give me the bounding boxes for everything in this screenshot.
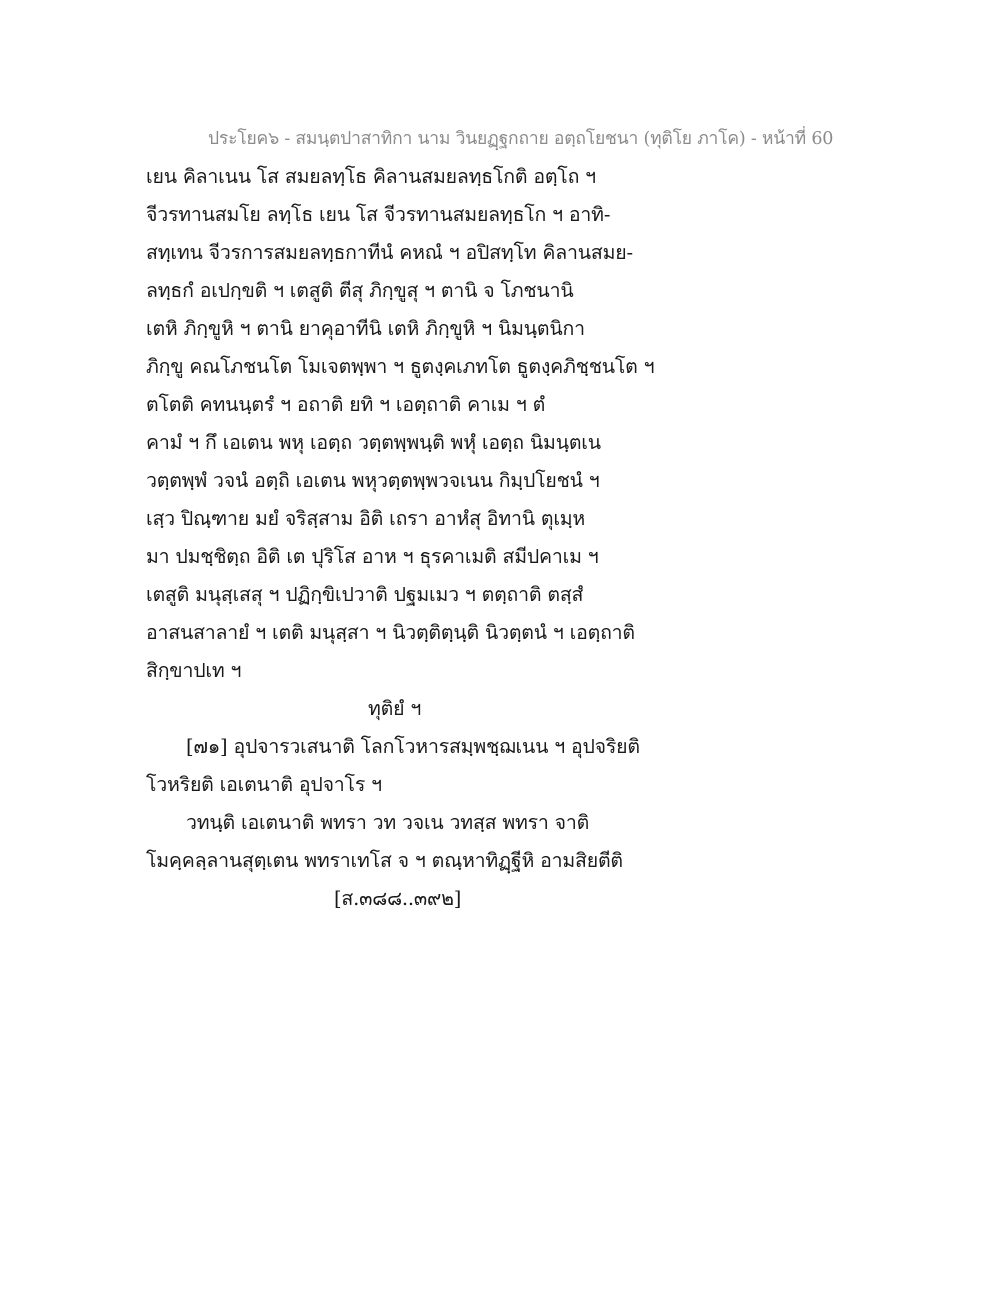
section-heading: ทุติยํ ฯ	[368, 697, 422, 720]
text-line: จีวรทานสมโย ลทฺโธ เยน โส จีวรทานสมยลทฺธโก ฯ อาทิ-	[146, 203, 611, 226]
text-line: เยน คิลาเนน โส สมยลทฺโธ คิลานสมยลทฺธโกติ อตฺโถ ฯ	[146, 165, 596, 188]
text-line: ตโตติ คทนนฺตรํ ฯ อถาติ ยทิ ฯ เอตฺถาติ คาเม ฯ ตํ	[146, 393, 546, 416]
text-line: สิกฺขาปเท ฯ	[146, 659, 242, 682]
text-line: วทนฺติ เอเตนาติ พทรา วท วจเน วทสฺส พทรา จาติ	[186, 811, 590, 834]
text-line: เสฺว ปิณฺฑาย มยํ จริสฺสาม อิติ เถรา อาหํสุ อิทานิ ตุเมฺห	[146, 507, 586, 530]
text-line: คามํ ฯ กึ เอเตน พหุ เอตฺถ วตฺตพฺพนฺติ พหุํ เอตฺถ นิมนฺตเน	[146, 431, 601, 454]
body-text	[146, 158, 786, 918]
text-line: เตหิ ภิกฺขูหิ ฯ ตานิ ยาคุอาทีนิ เตหิ ภิกฺขูหิ ฯ นิมนฺตนิกา	[146, 317, 585, 340]
text-line: โวหริยติ เอเตนาติ อุปจาโร ฯ	[146, 773, 382, 796]
page-header: ประโยค๖ - สมนฺตปาสาทิกา นาม วินยฏฺฐกถาย อตฺถโยชนา (ทุติโย ภาโค) - หน้าที่ 60	[208, 129, 834, 149]
text-line: มา ปมชฺชิตฺถ อิติ เต ปุริโส อาห ฯ ธุรคาเมติ สมีปคาเม ฯ	[146, 545, 599, 568]
text-line: ลทฺธกํ อเปกฺขติ ฯ เตสูติ ตีสุ ภิกฺขูสุ ฯ ตานิ จ โภชนานิ	[146, 279, 574, 302]
text-line: อาสนสาลายํ ฯ เตติ มนุสฺสา ฯ นิวตฺติตฺนฺติ นิวตฺตนํ ฯ เอตฺถาติ	[146, 621, 635, 644]
text-line: ภิกฺขู คณโภชนโต โมเจตพฺพา ฯ ธูตงฺคเภทโต ธูตงฺคภิชฺชนโต ฯ	[146, 355, 655, 378]
text-line: โมคฺคลฺลานสุตฺเตน พทราเทโส จ ฯ ตณฺหาทิฏฺฐีหิ อามสิยตีติ	[146, 849, 623, 872]
text-line: สทฺเทน จีวรการสมยลทฺธกาทีนํ คหณํ ฯ อปิสทฺโท คิลานสมย-	[146, 241, 633, 264]
page-reference: [ส.๓๘๘..๓๙๒]	[334, 887, 462, 910]
text-line: เตสูติ มนุสฺเสสุ ฯ ปฏิกฺขิเปวาติ ปฐมเมว ฯ ตตฺถาติ ตสฺสํ	[146, 583, 584, 606]
text-line: [๗๑] อุปจารวเสนาติ โลกโวหารสมฺพชฺฌเนน ฯ อุปจริยติ	[186, 735, 640, 758]
text-line: วตฺตพฺพํ วจนํ อตฺถิ เอเตน พหุวตฺตพฺพวจเนน กิมฺปโยชนํ ฯ	[146, 469, 600, 492]
